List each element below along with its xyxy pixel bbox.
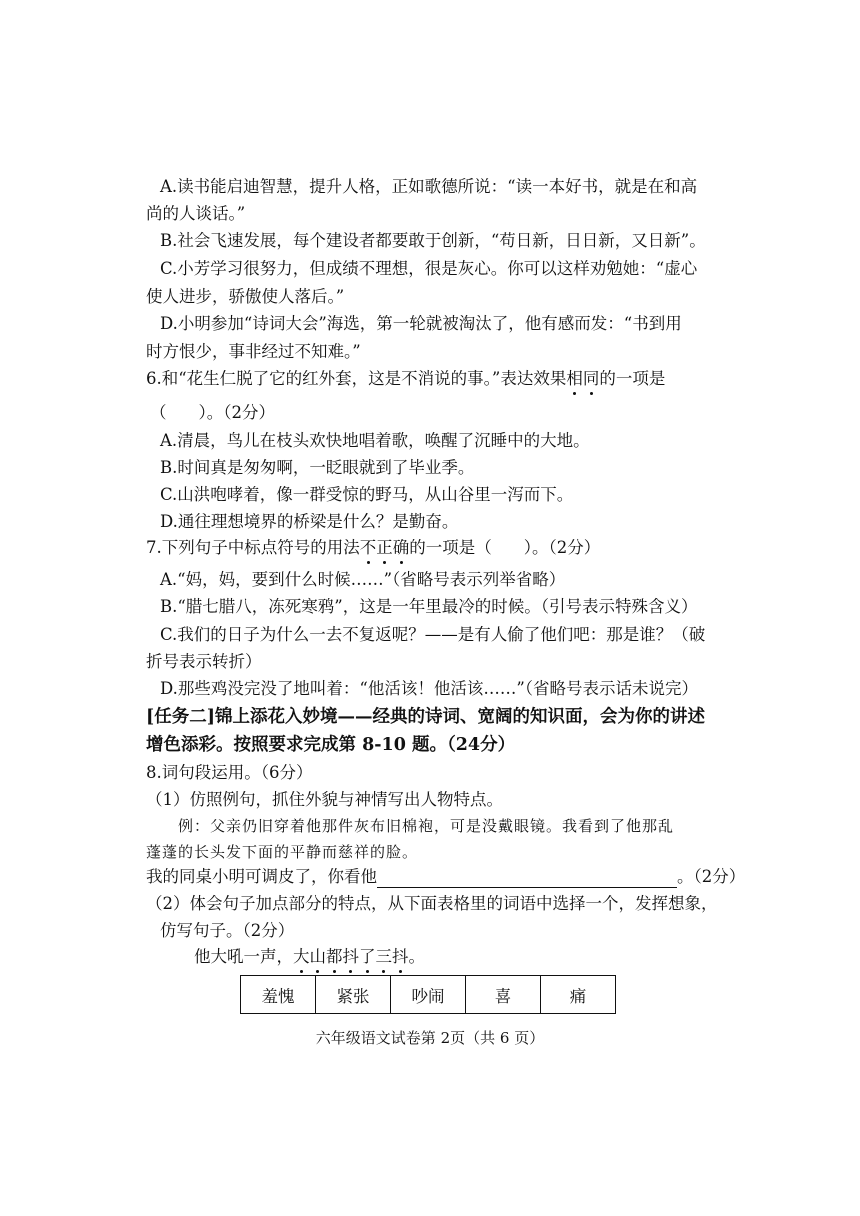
q6-option-b: B.时间真是匆匆啊，一眨眼就到了毕业季。	[160, 458, 475, 477]
q7-stem-post: 的一项是（	[409, 538, 492, 557]
q5-option-b: B.社会飞速发展，每个建设者都要敢于创新，“苟日新，日日新，又日新”。	[160, 231, 706, 250]
table-row	[241, 976, 616, 1014]
q7-stem	[146, 537, 600, 559]
word-cell: 吵闹	[391, 976, 466, 1014]
q8-fill-pre: 我的同桌小明可调皮了，你看他	[146, 867, 377, 886]
q6-paren-close: ）。（2分）	[198, 403, 275, 422]
q5-option-d-line1: D.小明参加“诗词大会”海选，第一轮就被淘汰了，他有感而发：“书到用	[160, 314, 682, 333]
q5-option-a-line2: 尚的人谈话。”	[146, 204, 246, 223]
q7-stem-close: ）。（2分）	[523, 538, 601, 557]
word-cell: 羞愧	[241, 976, 316, 1014]
emphasis-char: 了	[359, 947, 376, 966]
q6-stem-pre: 6.和“花生仁脱了它的红外套，这是不消说的事。”表达效果	[146, 369, 567, 388]
q8-fill-line	[146, 866, 745, 888]
q6-stem-line2	[150, 402, 275, 424]
q6-option-d: D.通往理想境界的桥梁是什么？是勤奋。	[160, 512, 459, 531]
task2-heading-line2: 增色添彩。按照要求完成第 8-10 题。（24分）	[146, 735, 516, 755]
q7-option-b: B.“腊七腊八，冻死寒鸦”，这是一年里最冷的时候。（引号表示特殊含义）	[160, 597, 698, 616]
emphasis-char: 不	[359, 538, 377, 557]
q6-stem	[146, 368, 665, 390]
q5-option-c-line1: C.小芳学习很努力，但成绩不理想，很是灰心。你可以这样劝勉她：“虚心	[160, 259, 698, 278]
q7-option-c-line2: 折号表示转折）	[146, 652, 262, 671]
emphasis-char: 大	[293, 947, 310, 966]
emphasis-char: 抖	[342, 947, 359, 966]
q6-stem-emphasis	[566, 369, 599, 388]
q5-option-a-line1: A.读书能启迪智慧，提升人格，正如歌德所说：“读一本好书，就是在和高	[160, 177, 698, 196]
q7-option-a: A.“妈，妈，要到什么时候……”（省略号表示列举省略）	[160, 570, 566, 589]
word-cell: 紧张	[316, 976, 391, 1014]
q7-option-d: D.那些鸡没完没了地叫着：“他活该！他活该……”（省略号表示话未说完）	[160, 679, 699, 698]
emphasis-char: 同	[582, 369, 600, 388]
task2-heading-line1: [任务二]锦上添花入妙境——经典的诗词、宽阔的知识面，会为你的讲述	[146, 707, 706, 727]
q8-sub1: （1）仿照例句，抓住外貌与神情写出人物特点。	[146, 790, 503, 809]
emphasis-char: 三	[375, 947, 392, 966]
word-choice-table	[240, 975, 616, 1014]
page-footer: 六年级语文试卷第 2页（共 6 页）	[315, 1029, 545, 1047]
q7-stem-pre: 7.下列句子中标点符号的用法	[146, 538, 360, 557]
emphasis-char: 山	[309, 947, 326, 966]
q7-stem-emphasis	[360, 538, 410, 557]
emphasis-char: 抖	[392, 947, 409, 966]
q8-title: 8.词句段运用。（6分）	[146, 763, 313, 782]
sentence-post: 。	[408, 947, 425, 966]
q6-paren-open: （	[150, 403, 167, 422]
q8-example-sentence	[194, 946, 425, 968]
emphasis-char: 都	[326, 947, 343, 966]
q5-option-c-line2: 使人进步，骄傲使人落后。”	[146, 287, 345, 306]
q8-fill-post: 。（2分）	[677, 867, 746, 886]
q6-option-c: C.山洪咆哮着，像一群受惊的野马，从山谷里一泻而下。	[160, 485, 574, 504]
answer-blank[interactable]	[377, 869, 677, 888]
q5-option-d-line2: 时方恨少，事非经过不知难。”	[146, 342, 361, 361]
q8-sub2-line2: 仿写句子。（2分）	[160, 921, 295, 940]
word-cell: 喜	[466, 976, 541, 1014]
q7-option-c-line1: C.我们的日子为什么一去不复返呢？——是有人偷了他们吧：那是谁？（破	[160, 625, 706, 644]
q6-stem-post: 的一项是	[599, 369, 666, 388]
q8-sub2-line1: （2）体会句子加点部分的特点，从下面表格里的词语中选择一个，发挥想象，	[146, 894, 718, 913]
q6-option-a: A.清晨，鸟儿在枝头欢快地唱着歌，唤醒了沉睡中的大地。	[160, 431, 590, 450]
sentence-pre: 他大吼一声，	[194, 947, 293, 966]
q8-example-line1: 例：父亲仍旧穿着他那件灰布旧棉袍，可是没戴眼镜。我看到了他那乱	[178, 817, 675, 835]
emphasis-char: 相	[566, 369, 583, 388]
q8-example-line2: 蓬蓬的长头发下面的平静而慈祥的脸。	[146, 843, 419, 861]
word-cell: 痛	[541, 976, 616, 1014]
emphasis-char: 确	[392, 538, 410, 557]
emphasis-char: 正	[376, 538, 393, 557]
